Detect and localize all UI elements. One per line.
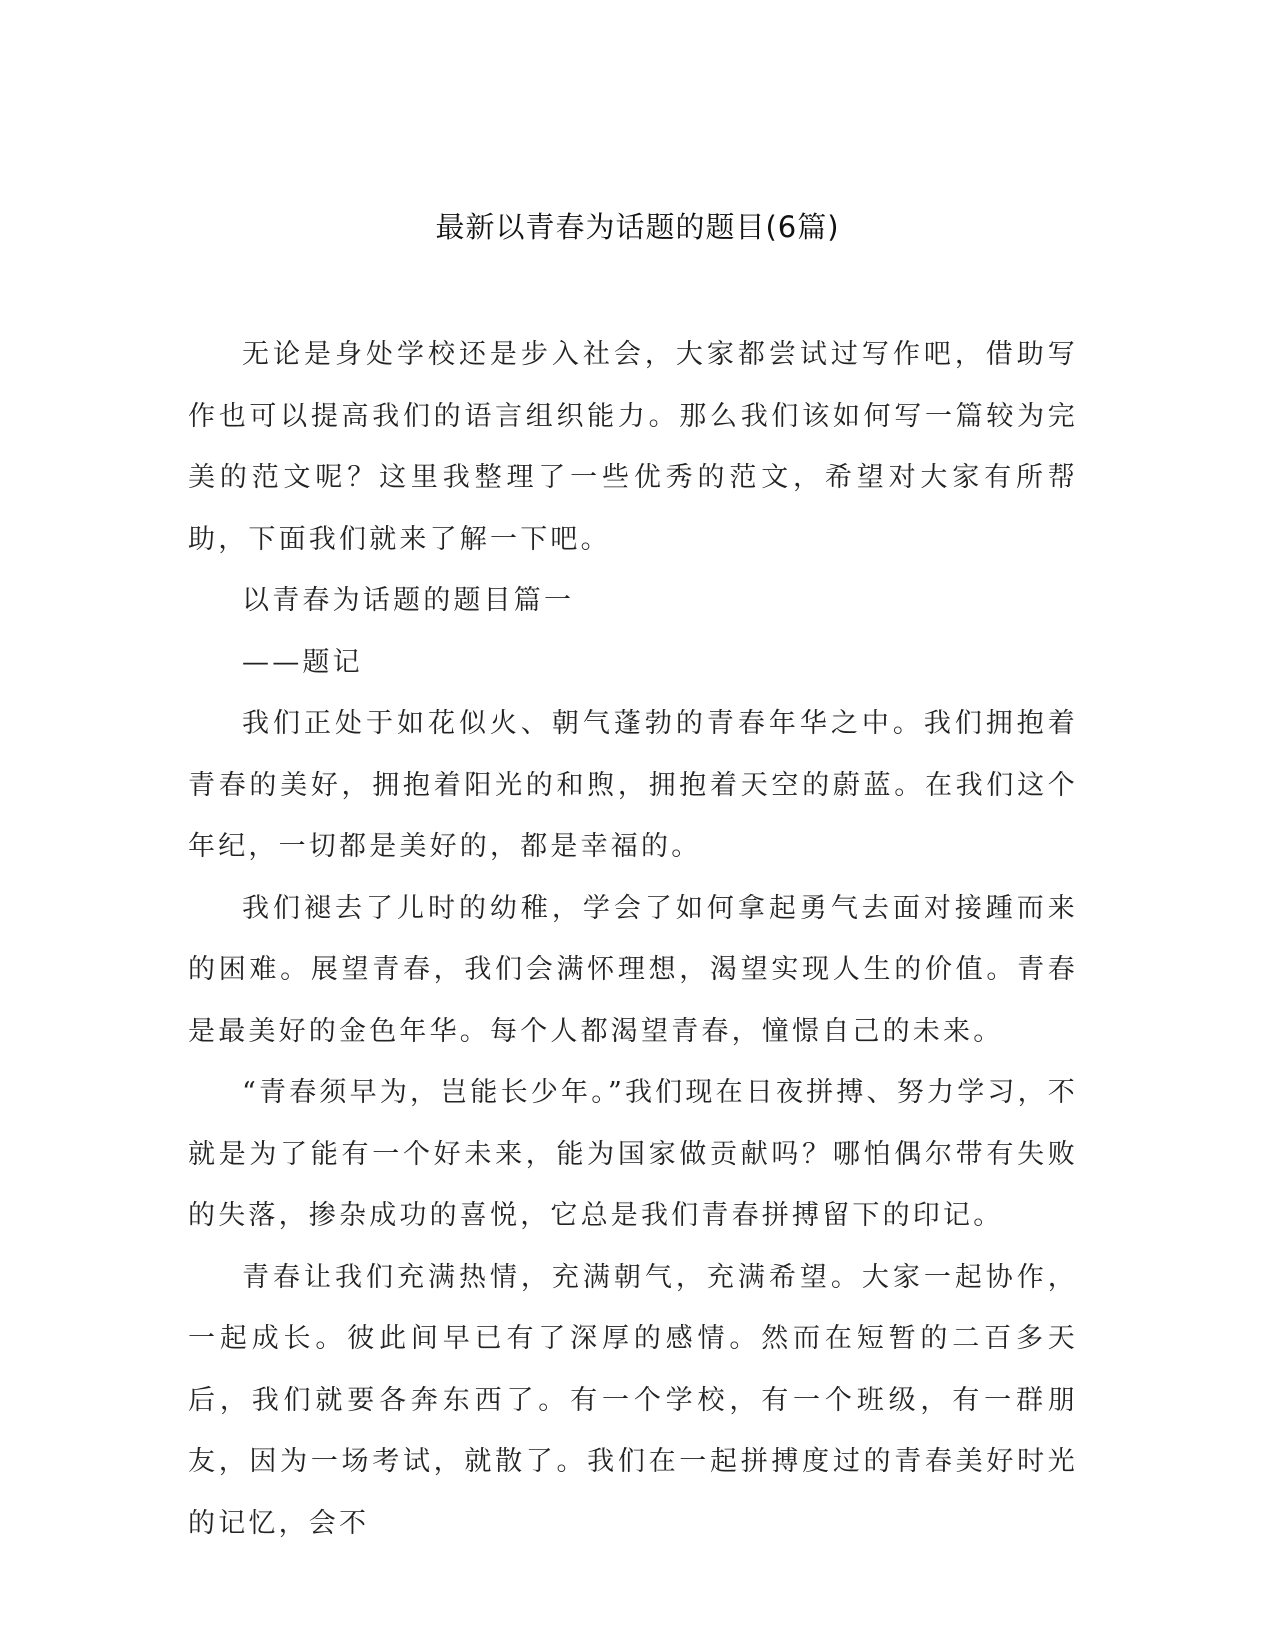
section-heading: 以青春为话题的题目篇一 [242, 585, 575, 616]
body-paragraph: 我们褪去了儿时的幼稚，学会了如何拿起勇气去面对接踵而来的困难。展望青春，我们会满怀理想，渴望实现人生的价值。青春是最美好的金色年华。每个人都渴望青春，憧憬自己的未来。 [188, 892, 1078, 1047]
document-title: 最新以青春为话题的题目(6篇) [435, 210, 840, 244]
document-body [188, 324, 1078, 1554]
intro-paragraph: 无论是身处学校还是步入社会，大家都尝试过写作吧，借助写作也可以提高我们的语言组织能力。那么我们该如何写一篇较为完美的范文呢？这里我整理了一些优秀的范文，希望对大家有所帮助，下面我们就来了解一下吧。 [188, 339, 1078, 555]
body-paragraph: 我们正处于如花似火、朝气蓬勃的青春年华之中。我们拥抱着青春的美好，拥抱着阳光的和煦，拥抱着天空的蔚蓝。在我们这个年纪，一切都是美好的，都是幸福的。 [188, 708, 1078, 862]
body-paragraph: 青春让我们充满热情，充满朝气，充满希望。大家一起协作，一起成长。彼此间早已有了深厚的感情。然而在短暂的二百多天后，我们就要各奔东西了。有一个学校，有一个班级，有一群朋友，因为一场考试，就散了。我们在一起拼搏度过的青春美好时光的记忆，会不 [188, 1261, 1078, 1539]
epigraph-note: ——题记 [242, 646, 363, 678]
body-paragraph: “青春须早为，岂能长少年。”我们现在日夜拼搏、努力学习，不就是为了能有一个好未来，能为国家做贡献吗？哪怕偶尔带有失败的失落，掺杂成功的喜悦，它总是我们青春拼搏留下的印记。 [188, 1077, 1078, 1231]
